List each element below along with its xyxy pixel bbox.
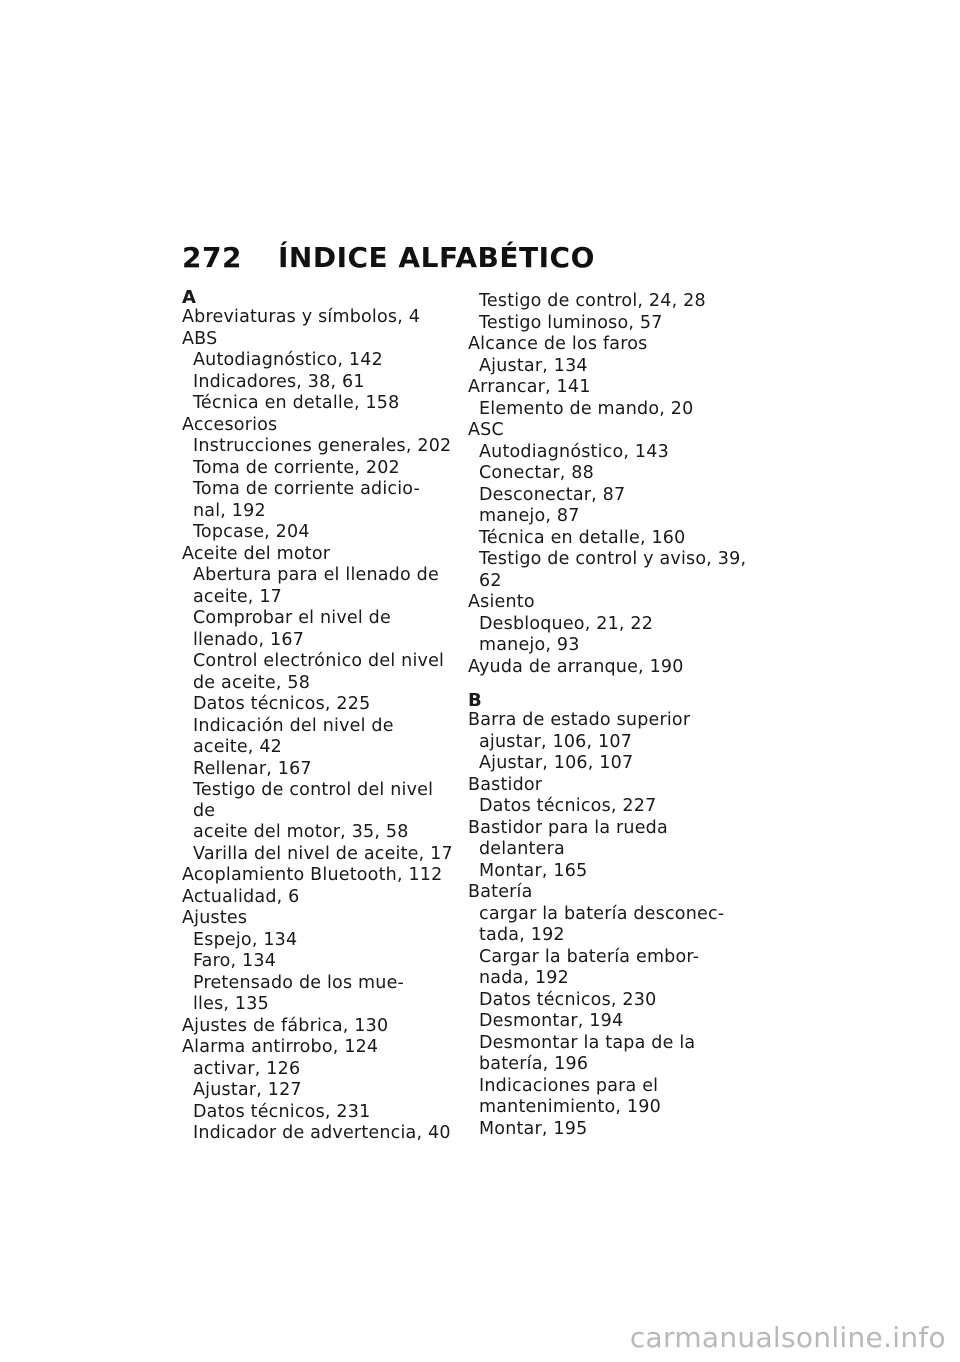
index-subentry: Técnica en detalle, 160 <box>479 527 686 548</box>
page-number: 272 <box>182 241 242 274</box>
index-column-left <box>182 287 454 1145</box>
index-subentry: lles, 135 <box>193 994 269 1014</box>
index-subentry: Instrucciones generales, 202 <box>193 436 452 456</box>
index-subentry: aceite, 42 <box>193 737 282 757</box>
index-entry: Alcance de los faros <box>468 334 648 354</box>
index-subentry: Datos técnicos, 231 <box>193 1101 371 1122</box>
index-entry: Acoplamiento Bluetooth, 112 <box>182 865 443 885</box>
page-header <box>182 241 595 274</box>
index-subentry: Autodiagnóstico, 142 <box>193 350 383 370</box>
index-subentry: aceite del motor, 35, 58 <box>193 822 409 842</box>
index-subentry: cargar la batería desconec- <box>479 903 725 924</box>
index-column-right <box>468 290 758 1140</box>
index-subentry: Datos técnicos, 227 <box>479 796 657 816</box>
index-entry: Bastidor <box>468 774 543 795</box>
index-subentry: delantera <box>479 839 565 859</box>
index-subentry: Indicaciones para el <box>479 1075 659 1096</box>
index-entry: Actualidad, 6 <box>182 886 300 907</box>
index-subentry: Datos técnicos, 225 <box>193 694 371 714</box>
index-subentry: batería, 196 <box>479 1054 589 1074</box>
page-title: ÍNDICE ALFABÉTICO <box>278 241 595 274</box>
index-entry: ABS <box>182 328 218 349</box>
index-subentry: Elemento de mando, 20 <box>479 398 694 419</box>
index-subentry: Varilla del nivel de aceite, 17 <box>193 843 453 864</box>
index-entry: Barra de estado superior <box>468 710 691 730</box>
index-subentry: Ajustar, 134 <box>479 355 588 376</box>
index-subentry: Desbloqueo, 21, 22 <box>479 613 654 634</box>
index-subentry: Faro, 134 <box>193 951 277 971</box>
index-subentry: Indicación del nivel de <box>193 715 394 736</box>
index-letter-heading: B <box>468 690 482 711</box>
index-entry: Ayuda de arranque, 190 <box>468 656 684 677</box>
index-subentry: Toma de corriente, 202 <box>193 457 400 478</box>
index-subentry: Testigo luminoso, 57 <box>479 312 663 333</box>
index-subentry: Técnica en detalle, 158 <box>193 393 400 413</box>
index-subentry: mantenimiento, 190 <box>479 1097 661 1117</box>
index-entry: Abreviaturas y símbolos, 4 <box>182 307 421 327</box>
index-subentry: de aceite, 58 <box>193 672 311 693</box>
index-entry: ASC <box>468 420 504 440</box>
index-subentry: Montar, 165 <box>479 860 588 881</box>
index-subentry: Testigo de control y aviso, 39, <box>479 549 747 569</box>
index-subentry: Desmontar la tapa de la <box>479 1032 696 1053</box>
index-subentry: manejo, 87 <box>479 506 580 526</box>
index-subentry: activar, 126 <box>193 1058 301 1079</box>
index-entry: Accesorios <box>182 414 278 435</box>
index-subentry: Datos técnicos, 230 <box>479 989 657 1010</box>
index-subentry: Autodiagnóstico, 143 <box>479 441 669 462</box>
index-subentry: Abertura para el llenado de <box>193 565 439 585</box>
index-subentry: 62 <box>479 570 502 591</box>
index-entry: Alarma antirrobo, 124 <box>182 1037 379 1057</box>
index-entry: Asiento <box>468 592 535 612</box>
index-subentry: llenado, 167 <box>193 629 305 650</box>
index-subentry: Comprobar el nivel de <box>193 608 391 628</box>
index-subentry: Ajustar, 127 <box>193 1080 302 1100</box>
index-entry: Batería <box>468 882 533 902</box>
index-entry: Ajustes <box>182 908 248 928</box>
index-subentry: Cargar la batería embor- <box>479 946 700 967</box>
index-subentry: Topcase, 204 <box>193 522 310 542</box>
index-entry: Arrancar, 141 <box>468 377 591 397</box>
index-subentry: Testigo de control, 24, 28 <box>479 291 706 311</box>
index-subentry: Indicadores, 38, 61 <box>193 371 365 392</box>
watermark: carmanualsonline.info <box>629 1321 946 1354</box>
index-subentry: Conectar, 88 <box>479 463 594 483</box>
index-subentry: Espejo, 134 <box>193 929 298 950</box>
index-subentry: Rellenar, 167 <box>193 758 312 779</box>
index-subentry: tada, 192 <box>479 925 565 945</box>
index-subentry: nal, 192 <box>193 500 266 521</box>
index-subentry: Toma de corriente adicio- <box>193 479 421 499</box>
index-letter-heading: A <box>182 287 197 308</box>
index-subentry: Control electrónico del nivel <box>193 651 445 671</box>
index-subentry: Desconectar, 87 <box>479 484 626 505</box>
index-subentry: Ajustar, 106, 107 <box>479 753 634 773</box>
index-entry: Bastidor para la rueda <box>468 817 668 838</box>
index-subentry: Montar, 195 <box>479 1118 588 1139</box>
index-subentry: Testigo de control del nivel de <box>193 780 434 821</box>
index-subentry: Desmontar, 194 <box>479 1011 624 1031</box>
index-entry: Ajustes de fábrica, 130 <box>182 1015 389 1036</box>
index-subentry: manejo, 93 <box>479 635 580 655</box>
index-subentry: ajustar, 106, 107 <box>479 731 633 752</box>
index-entry: Aceite del motor <box>182 543 331 564</box>
index-subentry: Indicador de advertencia, 40 <box>193 1123 451 1143</box>
index-subentry: aceite, 17 <box>193 586 282 607</box>
index-subentry: nada, 192 <box>479 968 569 988</box>
index-subentry: Pretensado de los mue- <box>193 972 405 993</box>
